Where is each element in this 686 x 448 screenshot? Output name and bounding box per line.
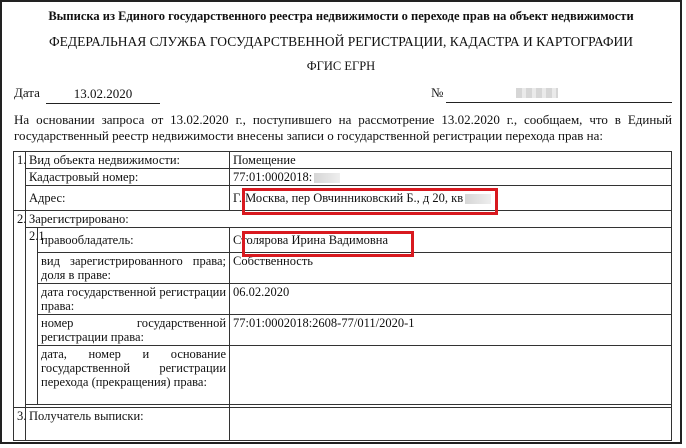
- reg-number-label: номер государственной регистрации права:: [38, 315, 230, 346]
- row-number: 2.: [14, 211, 26, 408]
- redacted-text: [314, 173, 340, 183]
- address-value: Г. Москва, пер Овчинниковский Б., д 20, кв: [233, 191, 464, 205]
- reg-date-value: 06.02.2020: [230, 284, 672, 315]
- agency-name: ФЕДЕРАЛЬНАЯ СЛУЖБА ГОСУДАРСТВЕННОЙ РЕГИСТРАЦИИ, КАДАСТРА И КАРТОГРАФИИ: [48, 34, 634, 49]
- date-value: 13.02.2020: [46, 86, 160, 104]
- system-name: ФГИС ЕГРН: [306, 59, 376, 73]
- document-title: Выписка из Единого государственного реестра недвижимости о переходе прав на объект недвижимости: [48, 9, 634, 23]
- holder-value: Столярова Ирина Вадимовна: [230, 228, 672, 253]
- cadastral-label: Кадастровый номер:: [26, 169, 230, 186]
- date-label: Дата: [14, 85, 40, 100]
- table-row: [14, 315, 672, 346]
- address-highlight: [242, 188, 498, 215]
- table-row: [14, 346, 672, 405]
- intro-paragraph: На основании запроса от 13.02.2020 г., поступившего на рассмотрение 13.02.2020 г., сообщаем, что в Единый государственный реестр недвижимости внесены записи о государственной регистрации перехода прав на:: [14, 112, 672, 143]
- number-line: [446, 102, 672, 103]
- sub-row-number: 2.1: [26, 228, 38, 405]
- transfer-value: [230, 346, 672, 405]
- cadastral-cell: [230, 169, 672, 186]
- holder-label: правообладатель:: [38, 228, 230, 253]
- cadastral-value: 77:01:0002018:: [233, 170, 313, 184]
- table-row: [14, 284, 672, 315]
- reg-date-label: дата государственной регистрации права:: [38, 284, 230, 315]
- right-type-label: вид зарегистрированного права; доля в праве:: [38, 253, 230, 284]
- table-row: [14, 169, 672, 186]
- transfer-label: дата, номер и основание государственной регистрации перехода (прекращения) права:: [38, 346, 230, 405]
- right-type-value: Собственность: [230, 253, 672, 284]
- row-number: 3.: [14, 408, 26, 441]
- holder-highlight: [242, 231, 414, 257]
- row-number: 1.: [14, 152, 26, 211]
- recipient-label: Получатель выписки:: [26, 408, 230, 441]
- redacted-number: [516, 88, 558, 98]
- reg-number-value: 77:01:0002018:2608-77/011/2020-1: [230, 315, 672, 346]
- registered-label: Зарегистрировано:: [26, 211, 672, 228]
- address-label: Адрес:: [26, 186, 230, 211]
- object-type-label: Вид объекта недвижимости:: [26, 152, 230, 169]
- object-type-value: Помещение: [230, 152, 672, 169]
- table-row: [14, 253, 672, 284]
- number-label: №: [431, 85, 444, 100]
- table-row: [14, 152, 672, 169]
- recipient-value: [230, 408, 672, 441]
- table-row: [14, 408, 672, 441]
